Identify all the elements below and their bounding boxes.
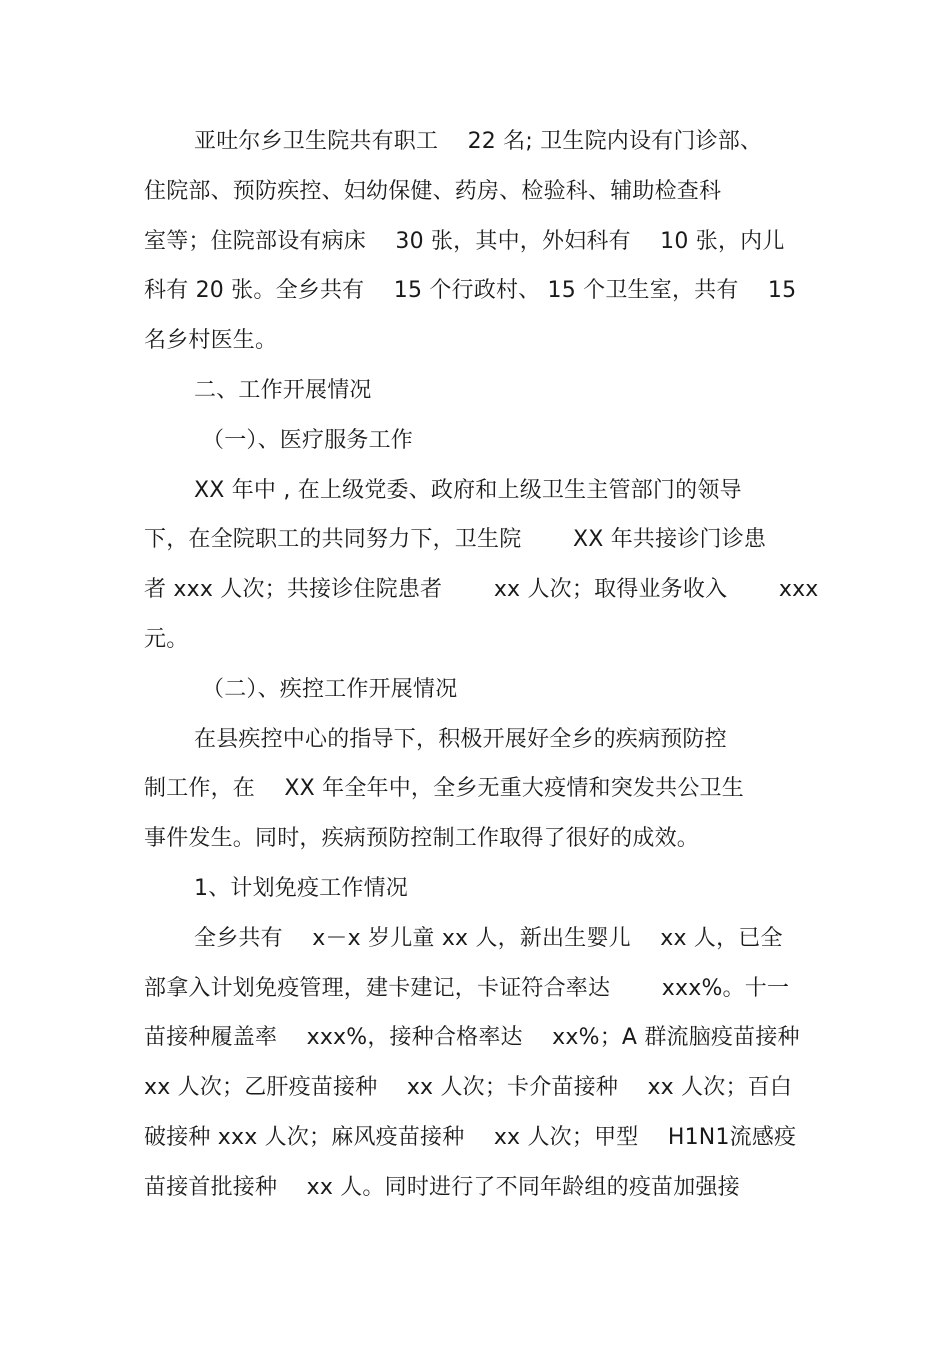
paragraph-line: 制工作，在 XX 年全年中，全乡无重大疫情和突发共公卫生 xyxy=(144,776,744,801)
paragraph-line: 者 xxx 人次；共接诊住院患者 xx 人次；取得业务收入 xxx xyxy=(144,577,819,602)
paragraph-line: 名乡村医生。 xyxy=(144,328,278,353)
paragraph-line: 破接种 xxx 人次；麻风疫苗接种 xx 人次；甲型 H1N1流感疫 xyxy=(144,1125,797,1150)
subsection-heading: （一）、医疗服务工作 xyxy=(202,428,414,453)
paragraph-line: 科有 20 张。全乡共有 15 个行政村、 15 个卫生室，共有 15 xyxy=(144,278,797,303)
paragraph-line: 室等；住院部设有病床 30 张，其中，外妇科有 10 张，内儿 xyxy=(144,229,785,254)
subsection-heading: （二）、疾控工作开展情况 xyxy=(202,677,458,702)
paragraph-line: 苗接首批接种 xx 人。同时进行了不同年龄组的疫苗加强接 xyxy=(144,1175,740,1200)
item-heading: 1、计划免疫工作情况 xyxy=(194,876,408,901)
paragraph-line: 部拿入计划免疫管理，建卡建记，卡证符合率达 xxx%。十一 xyxy=(144,976,790,1001)
paragraph-line: XX 年中 , 在上级党委、政府和上级卫生主管部门的领导 xyxy=(194,478,742,503)
paragraph-line: 全乡共有 x－x 岁儿童 xx 人，新出生婴儿 xx 人，已全 xyxy=(194,926,783,951)
paragraph-line: xx 人次；乙肝疫苗接种 xx 人次；卡介苗接种 xx 人次；百白 xyxy=(144,1075,793,1100)
section-heading: 二、工作开展情况 xyxy=(194,378,372,403)
paragraph-line: 苗接种履盖率 xxx%，接种合格率达 xx%；A 群流脑疫苗接种 xyxy=(144,1025,800,1050)
paragraph-line: 下，在全院职工的共同努力下，卫生院 XX 年共接诊门诊患 xyxy=(144,527,767,552)
paragraph-line: 住院部、预防疾控、妇幼保健、药房、检验科、辅助检查科 xyxy=(144,179,722,204)
paragraph-line: 事件发生。同时，疾病预防控制工作取得了很好的成效。 xyxy=(144,826,700,851)
paragraph-line: 元。 xyxy=(144,627,189,652)
paragraph-line: 亚吐尔乡卫生院共有职工 22 名; 卫生院内设有门诊部、 xyxy=(194,129,763,154)
paragraph-line: 在县疾控中心的指导下，积极开展好全乡的疾病预防控 xyxy=(194,727,727,752)
